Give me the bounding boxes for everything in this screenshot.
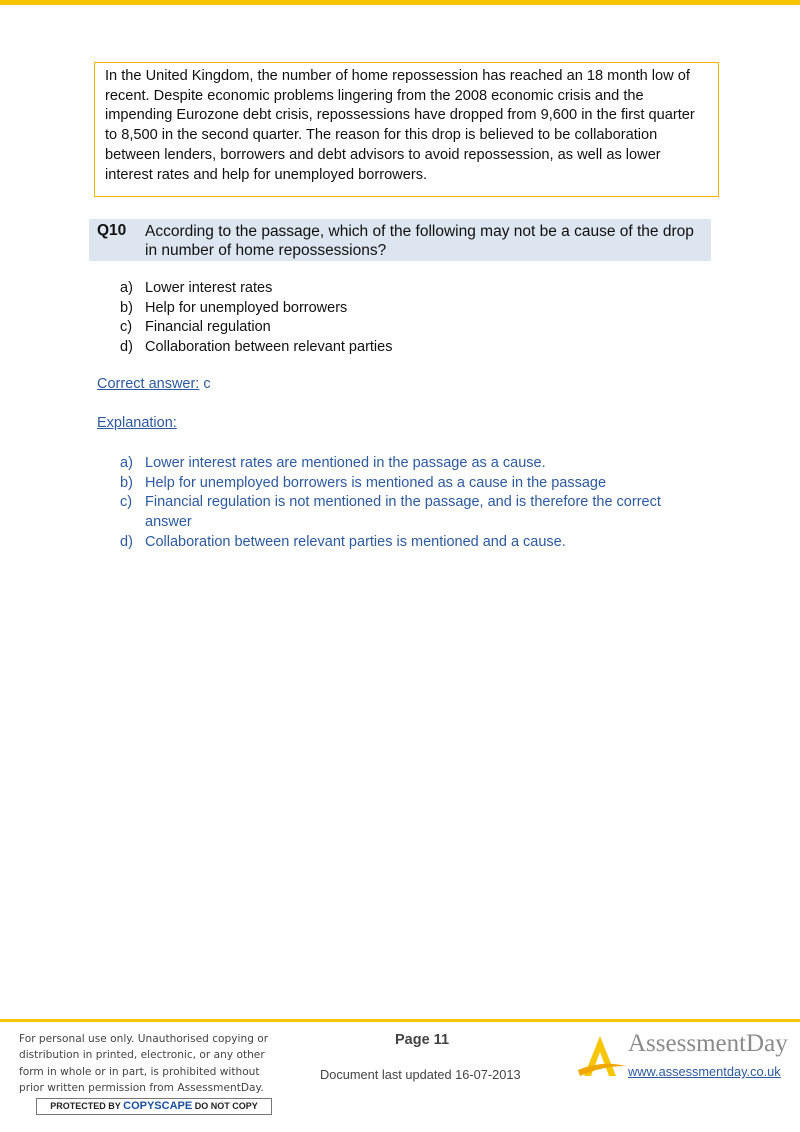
answer-options	[120, 279, 392, 358]
question-number: Q10	[97, 222, 127, 239]
option-letter: a)	[120, 280, 133, 296]
last-updated: Document last updated 16-07-2013	[320, 1067, 521, 1082]
question-header	[89, 219, 711, 261]
explanation-item-a	[120, 454, 680, 474]
copyscape-prefix: PROTECTED BY	[50, 1101, 121, 1111]
assessmentday-logo-icon	[576, 1030, 628, 1078]
explanation-text: Financial regulation is not mentioned in the passage, and is therefore the correct answer	[145, 494, 661, 531]
option-c	[120, 318, 392, 338]
explanation-list	[120, 454, 680, 553]
option-a	[120, 279, 392, 299]
website-link[interactable]: www.assessmentday.co.uk	[628, 1064, 781, 1079]
page-number: Page 11	[395, 1032, 450, 1048]
explanation-item-c	[120, 493, 680, 532]
top-accent-bar	[0, 0, 800, 5]
option-text: Financial regulation	[145, 319, 271, 336]
explanation-letter: c)	[120, 494, 133, 511]
passage-box: In the United Kingdom, the number of home repossession has reached an 18 month low of recent. Despite economic problems lingering from the 2008 economic crisis and the impending Eurozone debt crisis, repossessions have dropped from 9,600 in the first quarter to 8,500 in the second quarter. The reason for this drop is believed to be collaboration between lenders, borrowers and debt advisors to avoid repossession, as well as lower interest rates and help for unemployed borrowers.	[94, 62, 719, 197]
correct-answer	[97, 376, 211, 392]
copyscape-brand: COPYSCAPE	[123, 1100, 193, 1112]
explanation-item-d	[120, 533, 680, 553]
copyright-notice: For personal use only. Unauthorised copying or distribution in printed, electronic, or any other form in whole or in part, is prohibited without prior written permission from AssessmentDay.	[19, 1033, 269, 1094]
correct-answer-label: Correct answer:	[97, 376, 200, 392]
explanation-letter: a)	[120, 455, 133, 471]
explanation-text: Lower interest rates are mentioned in the passage as a cause.	[145, 455, 546, 471]
explanation-text: Help for unemployed borrowers is mentioned as a cause in the passage	[145, 474, 607, 491]
copyscape-badge[interactable]	[36, 1098, 272, 1115]
explanation-label: Explanation:	[97, 415, 177, 431]
brand-name: AssessmentDay	[628, 1030, 788, 1057]
option-text: Lower interest rates	[145, 280, 273, 296]
copyscape-suffix: DO NOT COPY	[194, 1101, 258, 1111]
option-text: Collaboration between relevant parties	[145, 339, 393, 356]
option-text: Help for unemployed borrowers	[145, 299, 348, 316]
explanation-item-b	[120, 474, 680, 494]
correct-answer-value: c	[203, 376, 211, 392]
option-letter: c)	[120, 319, 133, 336]
question-text: According to the passage, which of the following may not be a cause of the drop in number of home repossessions?	[145, 223, 694, 259]
explanation-text: Collaboration between relevant parties is mentioned and a cause.	[145, 533, 566, 550]
option-b	[120, 299, 392, 319]
footer-divider	[0, 1019, 800, 1022]
explanation-letter: b)	[120, 474, 133, 491]
option-letter: b)	[120, 299, 133, 316]
explanation-letter: d)	[120, 533, 133, 550]
option-letter: d)	[120, 339, 133, 356]
option-d	[120, 338, 392, 358]
